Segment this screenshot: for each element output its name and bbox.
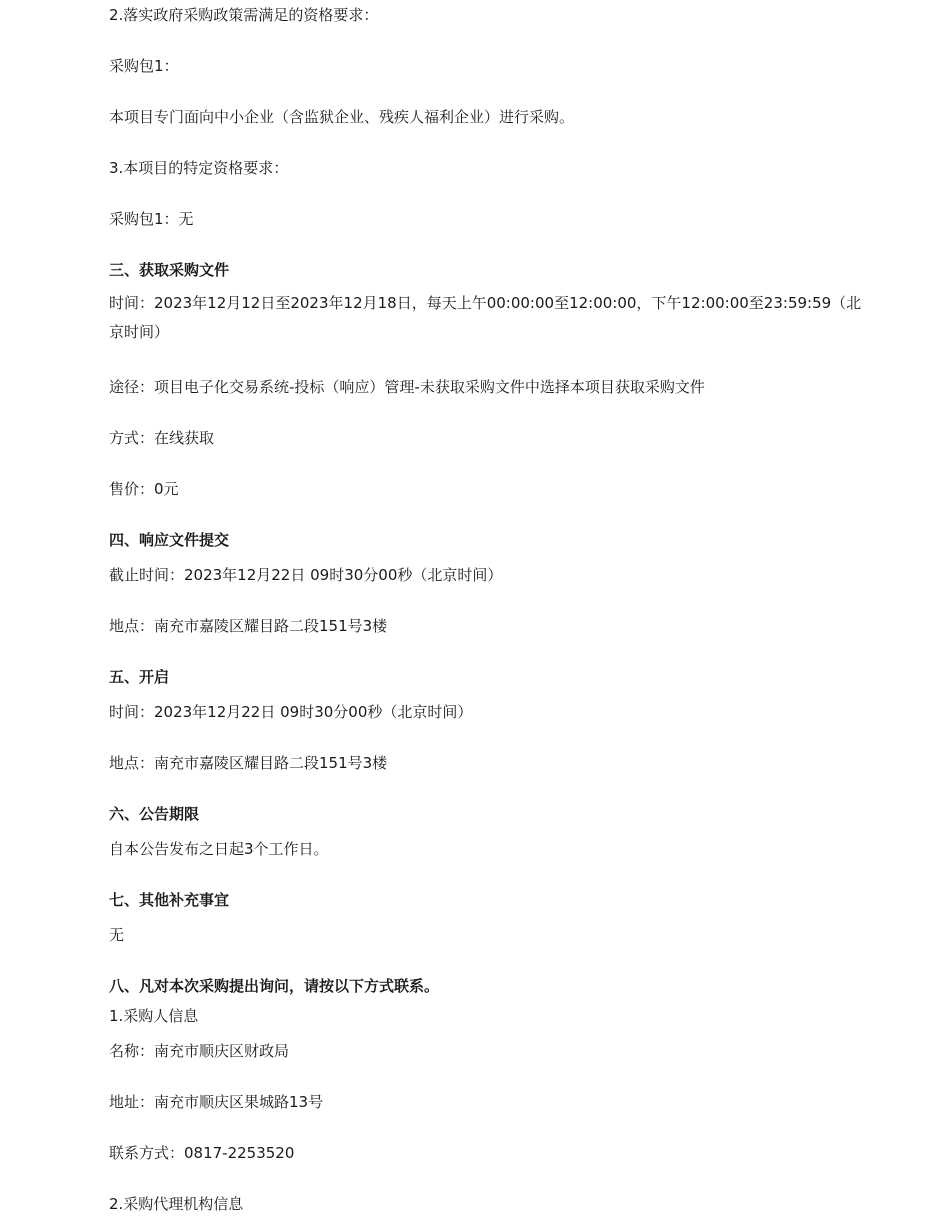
- document-price: 售价：0元: [109, 480, 179, 498]
- announcement-body: [109, 4, 869, 1215]
- opening-location: 地点：南充市嘉陵区耀目路二段151号3楼: [109, 754, 388, 772]
- section-heading-obtain-documents: 三、获取采购文件: [109, 261, 230, 279]
- submission-location: 地点：南充市嘉陵区耀目路二段151号3楼: [109, 617, 388, 635]
- submission-deadline: 截止时间：2023年12月22日 09时30分00秒（北京时间）: [109, 566, 503, 584]
- specific-qualification-text: 采购包1：无: [109, 210, 194, 228]
- obtain-time: 时间：2023年12月12日至2023年12月18日，每天上午00:00:00至12:00:00，下午12:00:00至23:59:59（北京时间）: [109, 294, 862, 341]
- specific-qualification-title: 3.本项目的特定资格要求：: [109, 159, 289, 177]
- buyer-address: 地址：南充市顺庆区果城路13号: [109, 1093, 324, 1111]
- buyer-contact: 联系方式：0817-2253520: [109, 1144, 295, 1162]
- obtain-method: 方式：在线获取: [109, 429, 215, 447]
- opening-time: 时间：2023年12月22日 09时30分00秒（北京时间）: [109, 703, 473, 721]
- notice-period-text: 自本公告发布之日起3个工作日。: [109, 840, 329, 858]
- obtain-route: 途径：项目电子化交易系统-投标（响应）管理-未获取采购文件中选择本项目获取采购文件: [109, 378, 705, 396]
- supplementary-text: 无: [109, 926, 125, 944]
- section-heading-supplementary: 七、其他补充事宜: [109, 891, 230, 909]
- purchase-package-label: 采购包1：: [109, 57, 179, 75]
- section-heading-notice-period: 六、公告期限: [109, 805, 200, 823]
- section-heading-opening: 五、开启: [109, 668, 170, 686]
- sme-requirement-text: 本项目专门面向中小企业（含监狱企业、残疾人福利企业）进行采购。: [109, 108, 575, 126]
- buyer-name: 名称：南充市顺庆区财政局: [109, 1042, 290, 1060]
- section-heading-contact: 八、凡对本次采购提出询问，请按以下方式联系。: [109, 977, 440, 995]
- section-heading-submission: 四、响应文件提交: [109, 531, 230, 549]
- buyer-info-title: 1.采购人信息: [109, 1007, 199, 1025]
- qualification-policy-title: 2.落实政府采购政策需满足的资格要求：: [109, 6, 379, 24]
- agency-info-title: 2.采购代理机构信息: [109, 1195, 244, 1213]
